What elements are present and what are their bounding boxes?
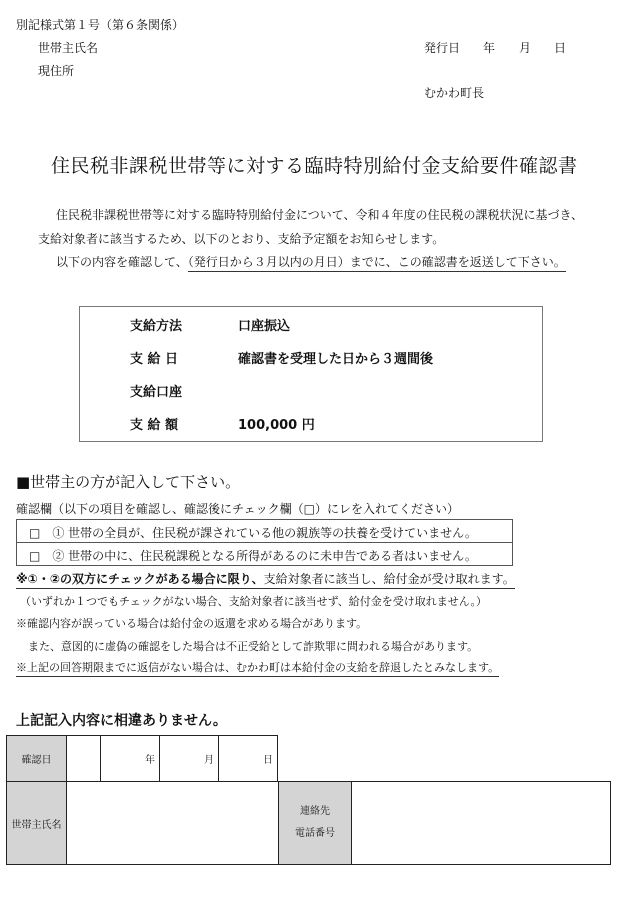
intro-line-3-prefix: 以下の内容を確認して、 [56, 255, 188, 269]
phone-number-field[interactable] [351, 781, 611, 865]
eligibility-note [16, 570, 515, 587]
confirmation-date-label: 確認日 [6, 735, 67, 782]
payment-amount-value: 100,000 円 [238, 418, 315, 433]
check-item-1[interactable] [16, 519, 513, 543]
return-deadline-text: （発行日から３月以内の月日）までに、この確認書を返送して下さい。 [188, 255, 566, 272]
month-unit: 月 [204, 755, 214, 766]
day-field[interactable] [218, 735, 278, 782]
month-field[interactable] [159, 735, 219, 782]
confirmation-heading: 上記記入内容に相違ありません。 [16, 713, 227, 729]
payment-method-label: 支給方法 [130, 319, 183, 334]
warning-2: また、意図的に虚偽の確認をした場合は不正受給として詐欺罪に問われる場合があります。 [28, 640, 479, 653]
eligibility-note-a: 支給対象者に該当し、 [264, 572, 384, 589]
issue-day-label: 日 [554, 41, 567, 55]
intro-line-3 [56, 253, 566, 270]
day-unit: 日 [263, 755, 273, 766]
issue-date-label: 発行日 [424, 41, 461, 55]
eligibility-note-b: 給付金が受け取れます。 [384, 572, 515, 589]
payment-method-value: 口座振込 [238, 319, 291, 334]
intro-line-1: 住民税非課税世帯等に対する臨時特別給付金について、令和４年度の住民税の課税状況に基づき、 [56, 208, 584, 222]
warning-3 [16, 659, 499, 675]
householder-section-heading: ■世帯主の方が記入して下さい。 [16, 473, 241, 491]
issue-month-label: 月 [519, 41, 532, 55]
contact-label-line-2: 電話番号 [295, 828, 335, 839]
payment-date-value: 確認書を受理した日から３週間後 [238, 352, 434, 367]
issuer-name: むかわ町長 [424, 86, 485, 100]
payment-account-label: 支給口座 [130, 385, 183, 400]
payment-amount-label: 支 給 額 [130, 418, 179, 433]
check-item-2-text: □ ② 世帯の中に、住民税課税となる所得があるのに未申告である者はいません。 [29, 549, 477, 563]
checklist-instruction: 確認欄（以下の項目を確認し、確認後にチェック欄（□）にレを入れてください） [16, 502, 459, 516]
check-item-2[interactable] [16, 542, 513, 566]
issue-year-label: 年 [483, 41, 496, 55]
year-unit: 年 [145, 755, 155, 766]
form-number: 別記様式第１号（第６条関係） [16, 18, 185, 32]
eligibility-note-bold: ※①・②の双方にチェックがある場合に限り、 [16, 572, 264, 589]
warning-3-text: ※上記の回答期限までに返信がない場合は、むかわ町は本給付金の支給を辞退したとみなします。 [16, 661, 499, 677]
householder-name-label: 世帯主氏名 [38, 41, 99, 55]
address-label: 現住所 [38, 64, 75, 78]
payment-info-box [79, 306, 543, 442]
document-title: 住民税非課税世帯等に対する臨時特別給付金支給要件確認書 [51, 155, 578, 177]
eligibility-paren-note: （いずれか１つでもチェックがない場合、支給対象者に該当せず、給付金を受け取れません。） [20, 595, 487, 608]
householder-signature-label: 世帯主氏名 [6, 781, 67, 865]
contact-label [278, 781, 352, 865]
check-item-1-text: □ ① 世帯の全員が、住民税が課されている他の親族等の扶養を受けていません。 [29, 526, 477, 540]
era-field[interactable] [66, 735, 101, 782]
year-field[interactable] [100, 735, 160, 782]
intro-line-2: 支給対象者に該当するため、以下のとおり、支給予定額をお知らせします。 [38, 232, 445, 246]
warning-1: ※確認内容が誤っている場合は給付金の返還を求める場合があります。 [16, 617, 368, 630]
payment-date-label: 支 給 日 [130, 352, 179, 367]
householder-signature-field[interactable] [66, 781, 279, 865]
contact-label-line-1: 連絡先 [300, 806, 330, 817]
